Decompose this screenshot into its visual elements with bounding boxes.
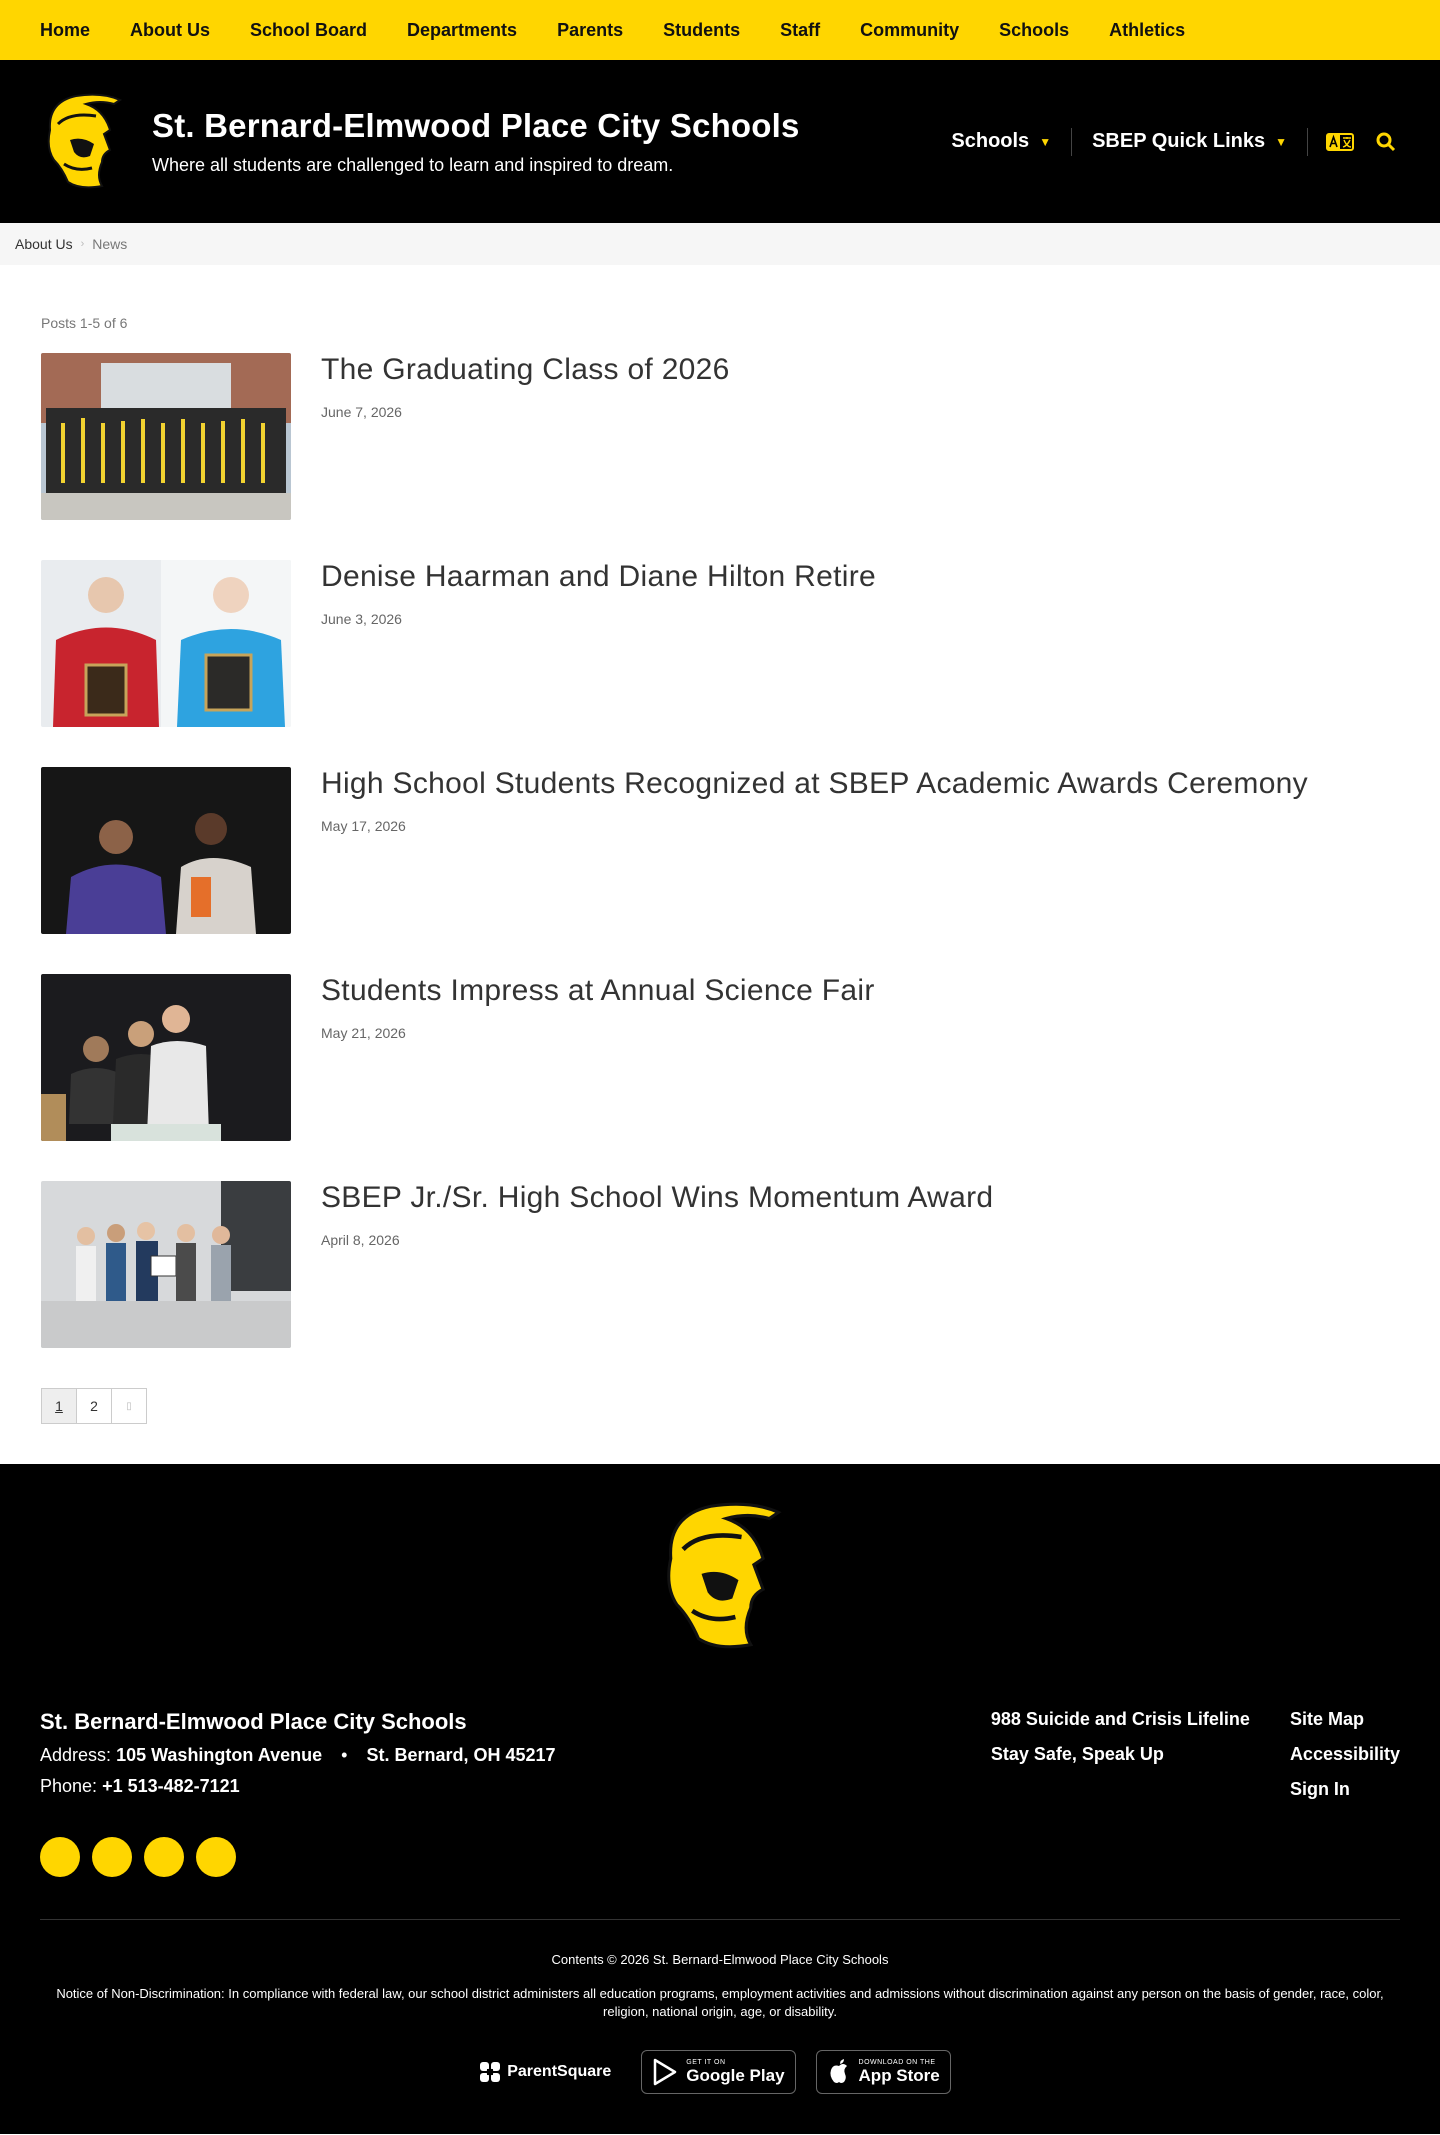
phone-number[interactable]: +1 513-482-7121: [102, 1776, 240, 1796]
apple-icon: [827, 2058, 851, 2086]
post-title-link[interactable]: SBEP Jr./Sr. High School Wins Momentum Award: [321, 1181, 994, 1214]
schools-dropdown-label: Schools: [951, 130, 1030, 152]
breadcrumb: [0, 223, 1440, 265]
footer-district-name: St. Bernard-Elmwood Place City Schools: [40, 1709, 467, 1734]
site-footer: [0, 1464, 1440, 2134]
parentsquare-label: ParentSquare: [507, 2063, 612, 2081]
post-title-link[interactable]: High School Students Recognized at SBEP Academic Awards Ceremony: [321, 767, 1308, 800]
social-icon[interactable]: [40, 1837, 80, 1877]
social-icon[interactable]: [92, 1837, 132, 1877]
google-play-label: Google Play: [686, 2065, 785, 2085]
post-date: June 3, 2026: [321, 611, 402, 627]
quick-links-dropdown[interactable]: [1072, 130, 1307, 153]
site-header: [0, 60, 1440, 223]
address-label: Address:: [40, 1745, 112, 1765]
post-title-link[interactable]: Denise Haarman and Diane Hilton Retire: [321, 560, 877, 593]
nav-home[interactable]: Home: [40, 19, 91, 40]
post-thumbnail[interactable]: [41, 974, 291, 1141]
nav-students[interactable]: Students: [663, 19, 741, 40]
nav-athletics[interactable]: Athletics: [1109, 19, 1186, 40]
nav-community[interactable]: Community: [860, 19, 960, 40]
footer-link-accessibility[interactable]: Accessibility: [1289, 1744, 1400, 1764]
chevron-right-icon: ›: [80, 238, 85, 250]
pagination: [41, 1388, 1399, 1424]
phone-label: Phone:: [40, 1776, 98, 1796]
footer-link-sign-in[interactable]: Sign In: [1289, 1779, 1350, 1799]
post-thumbnail[interactable]: [41, 1181, 291, 1348]
google-play-small-text: GET IT ON: [686, 2058, 726, 2066]
separator-dot: •: [341, 1745, 348, 1765]
footer-links: [951, 1709, 1400, 1877]
news-post: [41, 1181, 1399, 1348]
post-date: May 17, 2026: [321, 818, 406, 834]
footer-divider: [40, 1919, 1400, 1920]
posts-count: Posts 1-5 of 6: [41, 315, 128, 331]
social-icon[interactable]: [196, 1837, 236, 1877]
news-post: [41, 353, 1399, 520]
top-navigation: [0, 0, 1440, 60]
footer-address: [40, 1745, 556, 1766]
copyright: Contents © 2026 St. Bernard-Elmwood Place City Schools: [551, 1952, 889, 1967]
translate-icon[interactable]: [1326, 132, 1354, 152]
post-title-link[interactable]: Students Impress at Annual Science Fair: [321, 974, 875, 1007]
quick-links-label: SBEP Quick Links: [1092, 130, 1266, 152]
news-post: [41, 767, 1399, 934]
schools-dropdown[interactable]: [931, 130, 1071, 153]
parentsquare-icon: [479, 2061, 501, 2083]
nav-parents[interactable]: Parents: [557, 19, 624, 40]
parentsquare-badge[interactable]: [479, 2061, 611, 2083]
footer-contact: [40, 1709, 556, 1877]
trojan-logo[interactable]: [40, 90, 124, 194]
footer-link-site-map[interactable]: Site Map: [1289, 1709, 1364, 1729]
nav-departments[interactable]: Departments: [407, 19, 518, 40]
page-1-button[interactable]: 1: [41, 1388, 77, 1424]
post-date: April 8, 2026: [321, 1232, 400, 1248]
nav-staff[interactable]: Staff: [780, 19, 821, 40]
post-title-link[interactable]: The Graduating Class of 2026: [321, 353, 730, 386]
app-store-small-text: DOWNLOAD ON THE: [858, 2058, 936, 2066]
post-thumbnail[interactable]: [41, 560, 291, 727]
app-store-badge[interactable]: [816, 2050, 951, 2094]
footer-link-crisis-lifeline[interactable]: 988 Suicide and Crisis Lifeline: [990, 1709, 1250, 1729]
address-street[interactable]: 105 Washington Avenue: [116, 1745, 323, 1765]
page-2-button[interactable]: 2: [76, 1388, 112, 1424]
search-icon[interactable]: [1372, 132, 1400, 152]
trojan-logo: [655, 1497, 785, 1657]
footer-phone: [40, 1776, 556, 1797]
footer-link-safe-speak-up[interactable]: Stay Safe, Speak Up: [990, 1744, 1164, 1764]
breadcrumb-about-us[interactable]: About Us: [15, 236, 73, 252]
header-divider: [1307, 128, 1308, 156]
next-page-button[interactable]: ▯: [111, 1388, 147, 1424]
breadcrumb-current: News: [92, 236, 128, 252]
nav-about-us[interactable]: About Us: [130, 19, 211, 40]
post-date: May 21, 2026: [321, 1025, 406, 1041]
news-post: [41, 560, 1399, 727]
app-badges: [40, 2050, 1400, 2094]
post-thumbnail[interactable]: [41, 353, 291, 520]
social-links: [40, 1837, 556, 1877]
site-tagline: Where all students are challenged to learn and inspired to dream.: [152, 155, 674, 175]
nav-school-board[interactable]: School Board: [250, 19, 368, 40]
non-discrimination-notice: Notice of Non-Discrimination: In compliance with federal law, our school district administers all education programs, employment activities and admissions without discrimination against any person on the basis of gender, race, color, religion, national origin, age, or disability.: [56, 1986, 1384, 2019]
news-listing: [0, 265, 1440, 1464]
post-thumbnail[interactable]: [41, 767, 291, 934]
chevron-down-icon: ▼: [1039, 134, 1052, 149]
address-city[interactable]: St. Bernard, OH 45217: [366, 1745, 556, 1765]
post-date: June 7, 2026: [321, 404, 402, 420]
news-post: [41, 974, 1399, 1141]
chevron-down-icon: ▼: [1275, 134, 1287, 149]
social-icon[interactable]: [144, 1837, 184, 1877]
app-store-label: App Store: [858, 2065, 940, 2085]
google-play-icon: [652, 2058, 678, 2086]
nav-schools[interactable]: Schools: [999, 19, 1070, 40]
site-title[interactable]: St. Bernard-Elmwood Place City Schools: [152, 107, 800, 144]
google-play-badge[interactable]: [641, 2050, 795, 2094]
